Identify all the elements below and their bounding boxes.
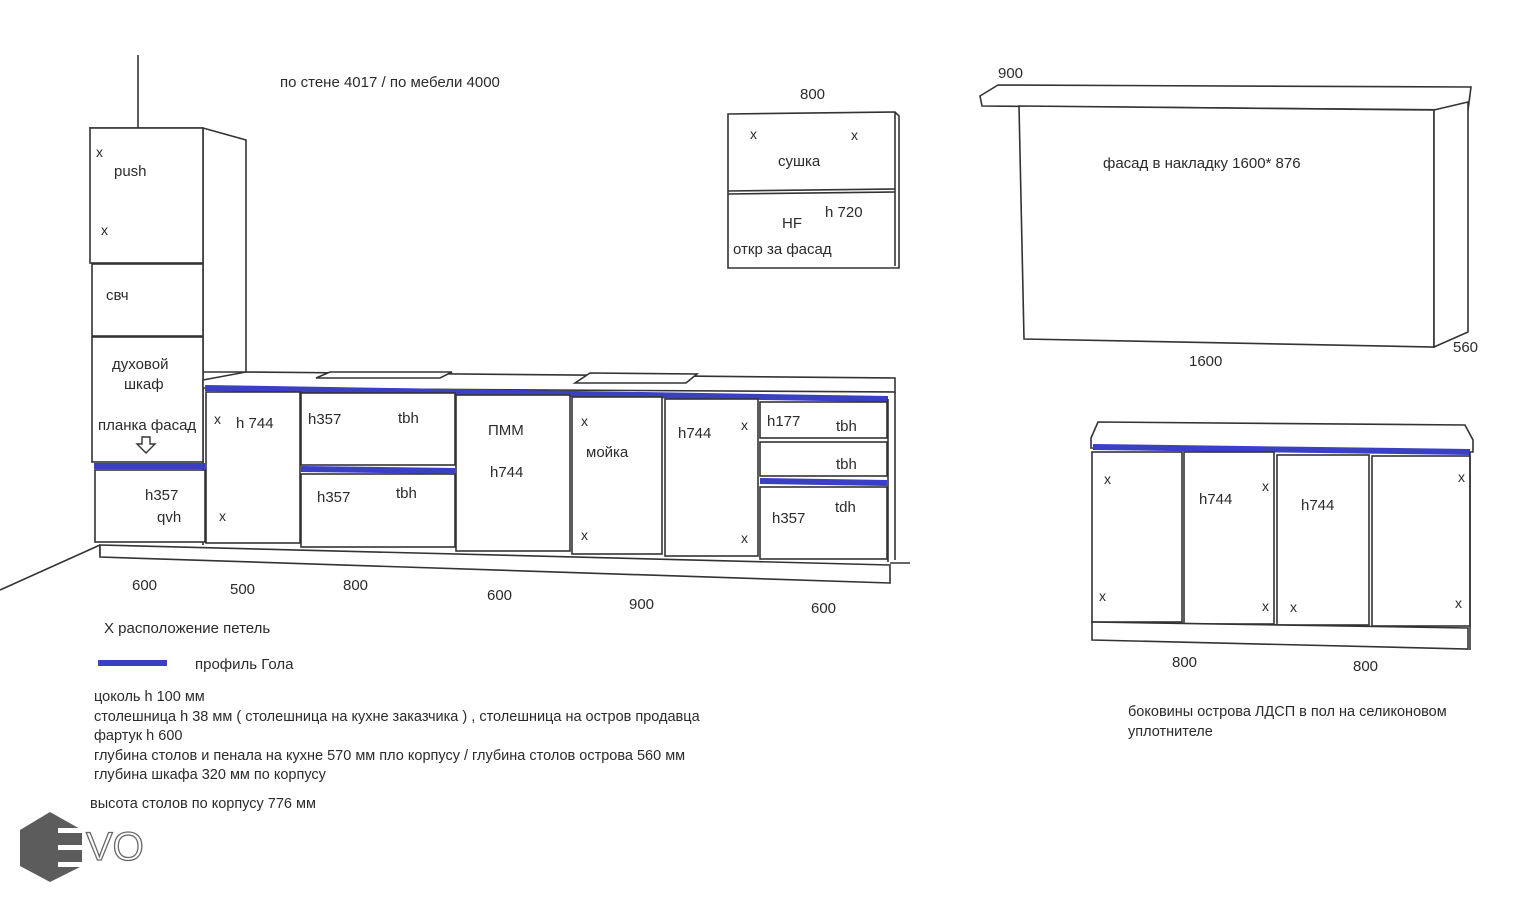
island-cabinet-height: h744 [1199,491,1233,508]
hinge-mark: x [214,411,221,427]
hinge-mark: x [741,530,748,546]
hinge-mark: x [1290,599,1297,615]
island-back-view [980,85,1471,347]
notes-block [94,688,700,786]
qvh-label: qvh [157,509,182,526]
island-dimension: 800 [1353,658,1379,675]
logo-text: VO [86,825,144,869]
dimension-label: 500 [230,581,256,598]
oven-label-line2: шкаф [124,376,164,393]
drawer-type: tbh [836,418,857,435]
island-facade-label: фасад в накладку 1600* 876 [1103,155,1301,172]
dishwasher-height: h744 [490,464,524,481]
drawer-top-type: tbh [398,410,419,427]
hinge-mark: x [96,144,103,160]
island-dimension: 800 [1172,654,1198,671]
note-line: цоколь h 100 мм [94,689,205,705]
hinge-mark: x [741,417,748,433]
sink-cabinet-height: h744 [678,425,712,442]
note-line: столешница h 38 мм ( столешница на кухне заказчика ) , столешница на остров продавца [94,708,700,725]
hinge-mark: x [1455,595,1462,611]
hinge-mark: x [1262,598,1269,614]
dimension-label: 600 [132,577,158,594]
note-line: уплотнителе [1128,723,1213,740]
table-height-note: высота столов по корпусу 776 мм [90,796,316,812]
legend-gola-label: профиль Гола [195,656,294,673]
drawer-height-label: h357 [145,487,179,504]
note-line: глубина столов и пенала на кухне 570 мм пло корпусу / глубина столов острова 560 мм [94,747,686,764]
sink-label: мойка [586,444,629,461]
hf-label: HF [782,215,802,232]
hinge-mark: x [581,413,588,429]
drawer-top-height: h177 [767,413,801,430]
note-line: боковины острова ЛДСП в пол на селиконовом [1128,704,1447,720]
island-cabinet-height: h744 [1301,497,1335,514]
drawer-bottom-height: h357 [772,510,806,527]
dimension-label: 800 [343,577,369,594]
drawer-bottom-type: tbh [396,485,417,502]
hinge-mark: x [219,508,226,524]
opening-label: откр за фасад [733,241,832,258]
hinge-mark: x [1099,588,1106,604]
hinge-mark: x [1104,471,1111,487]
drawer-bottom-type: tdh [835,499,856,516]
island-width-label: 1600 [1189,353,1223,370]
hinge-mark: x [581,527,588,543]
hinge-mark: x [1458,469,1465,485]
hinge-mark: x [101,222,108,238]
island-side-label: 560 [1453,339,1479,356]
wall-length-text: по стене 4017 / по мебели 4000 [280,74,500,91]
drawer-top-height: h357 [308,411,342,428]
dishwasher-label: ПММ [488,422,524,439]
microwave-label: свч [106,287,129,304]
oven-label-line1: духовой [112,356,169,373]
island-side-note [1128,703,1447,742]
push-label: push [114,163,147,180]
hinge-mark: x [750,126,757,142]
drawer-bottom-height: h357 [317,489,351,506]
plank-facade-label: планка фасад [98,417,197,434]
wall-cabinet-height: h 720 [825,204,863,221]
note-line: фартук h 600 [94,728,183,744]
note-line: глубина шкафа 320 мм по корпусу [94,767,326,783]
dimension-label: 900 [629,596,655,613]
cabinet-500-height: h 744 [236,415,274,432]
legend-hinge-label: X расположение петель [104,620,271,637]
hexagon-e-logo [20,812,84,882]
island-front-view [1091,422,1473,650]
wall-cabinet-width: 800 [800,86,826,103]
dryer-label: сушка [778,153,821,170]
hinge-mark: x [851,127,858,143]
hinge-mark: x [1262,478,1269,494]
island-depth-label: 900 [998,65,1024,82]
dimension-label: 600 [811,600,837,617]
drawer-type: tbh [836,456,857,473]
dimension-label: 600 [487,587,513,604]
